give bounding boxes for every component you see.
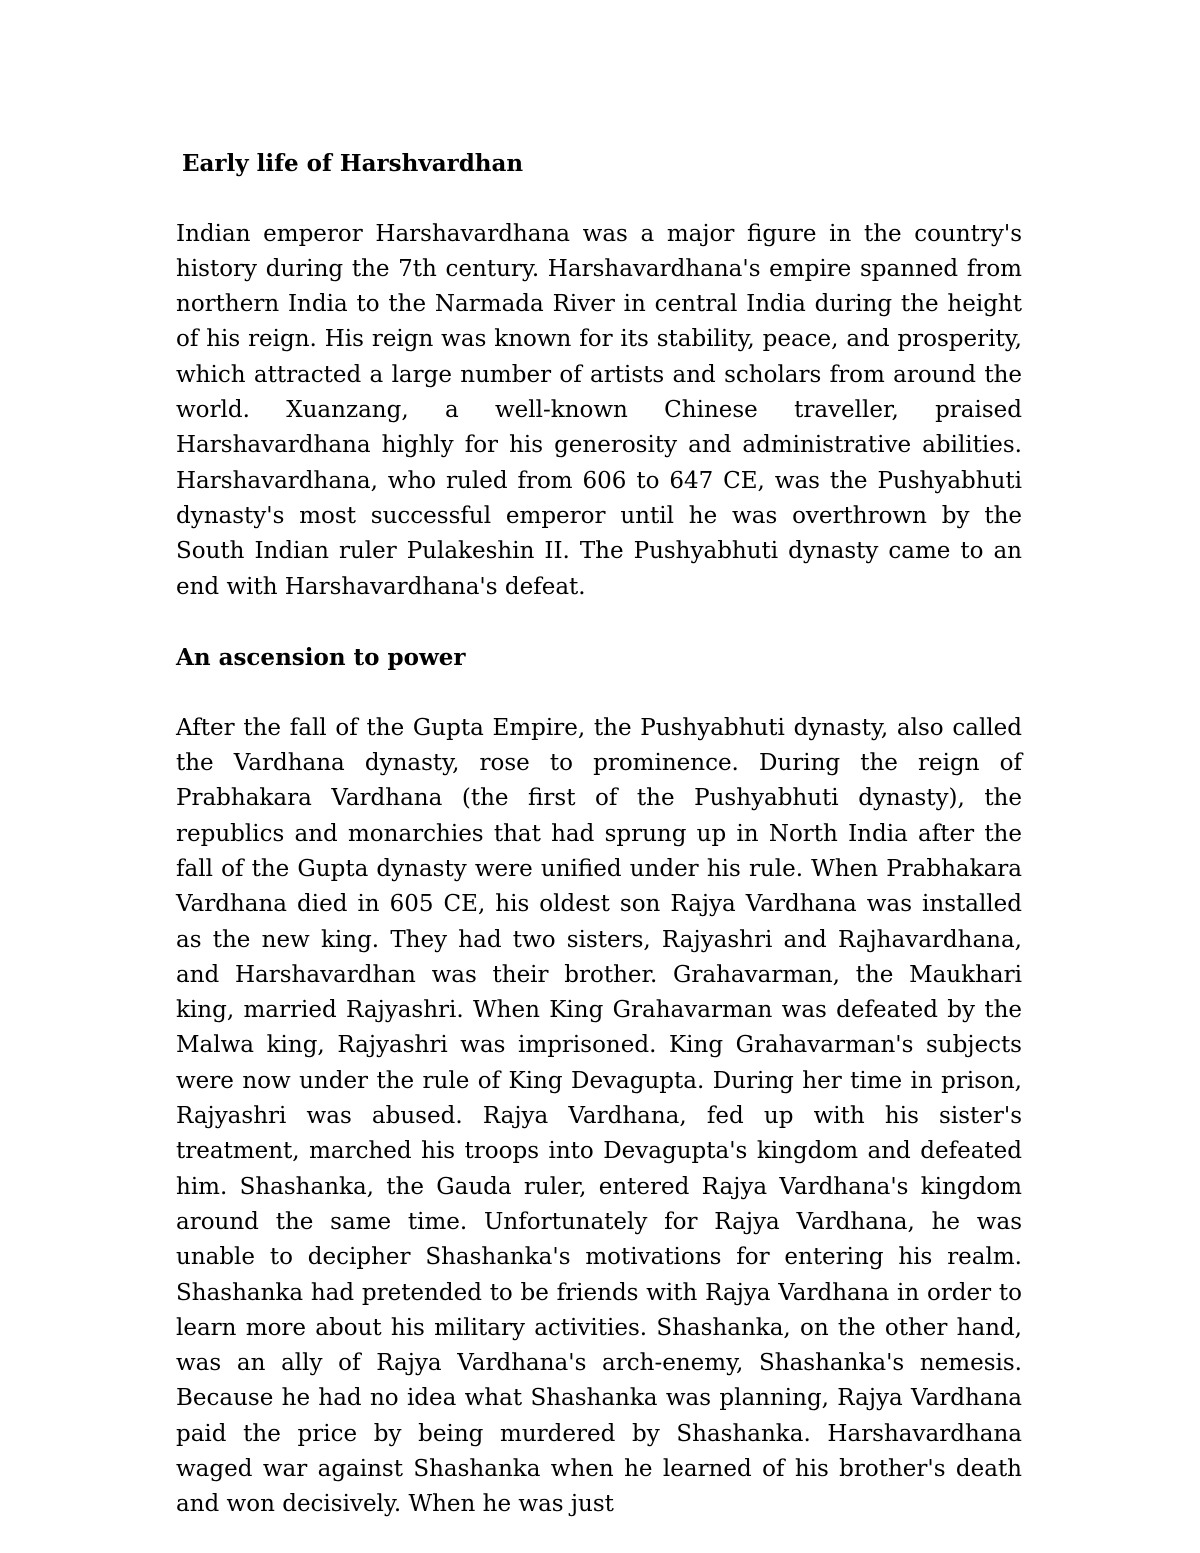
- document-body: [176, 146, 1022, 1523]
- paragraph-early-life: Indian emperor Harshavardhana was a major figure in the country's history during the 7th century. Harshavardhana's empire spanned from northern India to the Narmada River in central India during the height of his reign. His reign was known for its stability, peace, and prosperity, which attracted a large number of artists and scholars from around the world. Xuanzang, a well-known Chinese traveller, praised Harshavardhana highly for his generosity and administrative abilities. Harshavardhana, who ruled from 606 to 647 CE, was the Pushyabhuti dynasty's most successful emperor until he was overthrown by the South Indian ruler Pulakeshin II. The Pushyabhuti dynasty came to an end with Harshavardhana's defeat.: [176, 220, 1022, 600]
- document-title: Early life of Harshvardhan: [182, 150, 524, 177]
- spacer: [176, 675, 1022, 710]
- spacer: [176, 605, 1022, 640]
- spacer: [176, 181, 1022, 216]
- section-heading-ascension: An ascension to power: [176, 644, 466, 672]
- paragraph-ascension: After the fall of the Gupta Empire, the Pushyabhuti dynasty, also called the Vardhana dynasty, rose to prominence. During the reign of Prabhakara Vardhana (the first of the Pushyabhuti dynasty), the republics and monarchies that had sprung up in North India after the fall of the Gupta dynasty were unified under his rule. When Prabhakara Vardhana died in 605 CE, his oldest son Rajya Vardhana was installed as the new king. They had two sisters, Rajyashri and Rajhavardhana, and Harshavardhan was their brother. Grahavarman, the Maukhari king, married Rajyashri. When King Grahavarman was defeated by the Malwa king, Rajyashri was imprisoned. King Grahavarman's subjects were now under the rule of King Devagupta. During her time in prison, Rajyashri was abused. Rajya Vardhana, fed up with his sister's treatment, marched his troops into Devagupta's kingdom and defeated him. Shashanka, the Gauda ruler, entered Rajya Vardhana's kingdom around the same time. Unfortunately for Rajya Vardhana, he was unable to decipher Shashanka's motivations for entering his realm. Shashanka had pretended to be friends with Rajya Vardhana in order to learn more about his military activities. Shashanka, on the other hand, was an ally of Rajya Vardhana's arch-enemy, Shashanka's nemesis. Because he had no idea what Shashanka was planning, Rajya Vardhana paid the price by being murdered by Shashanka. Harshavardhana waged war against Shashanka when he learned of his brother's death and won decisively. When he was just: [176, 714, 1022, 1518]
